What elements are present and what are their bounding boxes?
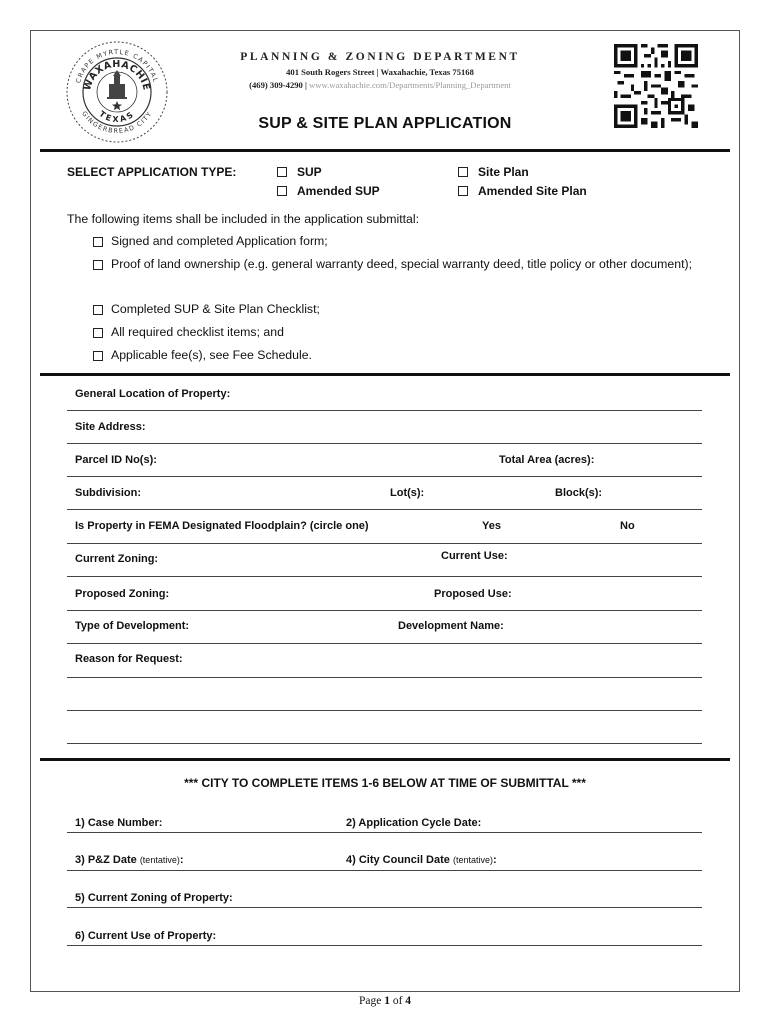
submittal-item[interactable] — [93, 325, 711, 343]
checkbox-sup[interactable] — [277, 167, 287, 177]
checkbox-amended-site-plan[interactable] — [458, 186, 468, 196]
city-current-zoning-field[interactable] — [67, 907, 702, 908]
option-amended-sup[interactable] — [277, 184, 380, 198]
checkbox-site-plan[interactable] — [458, 167, 468, 177]
current-zoning-label: Current Zoning: — [75, 553, 159, 565]
reason-field-line-2[interactable] — [67, 710, 702, 711]
page-total: 4 — [405, 995, 412, 1007]
option-amended-site-plan-label: Amended Site Plan — [478, 184, 587, 198]
svg-text:GINGERBREAD CITY: GINGERBREAD CITY — [80, 109, 154, 136]
form-title: SUP & SITE PLAN APPLICATION — [258, 115, 512, 132]
floodplain-question: Is Property in FEMA Designated Floodplain? (circle one) — [75, 520, 369, 532]
current-zoning-field[interactable] — [67, 576, 702, 577]
city-section-heading: *** CITY TO COMPLETE ITEMS 1-6 BELOW AT TIME OF SUBMITTAL *** — [184, 776, 586, 790]
city-current-zoning-label: 5) Current Zoning of Property: — [75, 892, 233, 904]
pz-date-text: 3) P&Z Date — [75, 854, 137, 866]
council-date-tentative: (tentative) — [452, 855, 493, 865]
parcel-area-field[interactable] — [67, 476, 702, 477]
item-text: Applicable fee(s), see Fee Schedule. — [111, 348, 312, 362]
parcel-id-label: Parcel ID No(s): — [75, 454, 157, 466]
section-divider — [40, 149, 730, 152]
item-checkbox[interactable] — [93, 305, 103, 315]
section-divider — [40, 758, 730, 761]
subdivision-label: Subdivision: — [75, 487, 141, 499]
svg-text:TEXAS: TEXAS — [97, 109, 137, 125]
item-checkbox[interactable] — [93, 237, 103, 247]
checkbox-amended-sup[interactable] — [277, 186, 287, 196]
subdivision-field[interactable] — [67, 509, 702, 510]
development-field[interactable] — [67, 643, 702, 644]
development-name-label: Development Name: — [398, 620, 504, 632]
floodplain-yes[interactable]: Yes — [482, 520, 501, 532]
general-location-label: General Location of Property: — [75, 388, 231, 400]
floodplain-field — [67, 543, 702, 544]
submittal-item[interactable] — [93, 234, 711, 252]
blocks-label: Block(s): — [555, 487, 603, 499]
council-date-label — [346, 854, 497, 866]
case-number-label: 1) Case Number: — [75, 817, 163, 829]
option-sup[interactable] — [277, 165, 322, 179]
svg-text:CRAPE MYRTLE CAPITAL: CRAPE MYRTLE CAPITAL — [74, 47, 160, 85]
council-date-text: 4) City Council Date — [346, 854, 450, 866]
site-address-field[interactable] — [67, 443, 702, 444]
option-sup-label: SUP — [297, 165, 322, 179]
page-word: Page — [358, 995, 382, 1007]
site-address-label: Site Address: — [75, 421, 146, 433]
reason-field-line-1[interactable] — [67, 677, 702, 678]
item-text: All required checklist items; and — [111, 325, 284, 339]
proposed-zoning-field[interactable] — [67, 610, 702, 611]
proposed-use-label: Proposed Use: — [434, 588, 512, 600]
total-area-label: Total Area (acres): — [499, 454, 595, 466]
submittal-intro: The following items shall be included in the application submittal: — [67, 212, 420, 226]
submittal-item[interactable] — [93, 348, 711, 366]
item-text: Completed SUP & Site Plan Checklist; — [111, 302, 320, 316]
council-date-colon: : — [493, 854, 497, 866]
reason-field-line-3[interactable] — [67, 743, 702, 744]
application-type-label: SELECT APPLICATION TYPE: — [67, 165, 237, 179]
city-seal-logo — [63, 38, 171, 146]
department-name: PLANNING & ZONING DEPARTMENT — [240, 51, 520, 63]
option-site-plan[interactable] — [458, 165, 529, 179]
floodplain-no[interactable]: No — [620, 520, 635, 532]
reason-label: Reason for Request: — [75, 653, 183, 665]
cycle-date-label: 2) Application Cycle Date: — [346, 817, 482, 829]
pz-date-label — [75, 854, 184, 866]
page-number — [0, 995, 770, 1007]
item-text: Proof of land ownership (e.g. general warranty deed, special warranty deed, title policy or other document); — [111, 257, 692, 271]
lots-label: Lot(s): — [390, 487, 425, 499]
option-amended-sup-label: Amended SUP — [297, 184, 380, 198]
pz-date-tentative: (tentative) — [139, 855, 180, 865]
option-amended-site-plan[interactable] — [458, 184, 587, 198]
city-current-use-field[interactable] — [67, 945, 702, 946]
item-checkbox[interactable] — [93, 351, 103, 361]
case-number-field[interactable] — [67, 832, 702, 833]
contact-line — [180, 80, 580, 90]
development-type-label: Type of Development: — [75, 620, 190, 632]
submittal-item[interactable] — [93, 302, 711, 320]
item-checkbox[interactable] — [93, 260, 103, 270]
page-current: 1 — [384, 995, 390, 1007]
department-phone: (469) 309-4290 | — [249, 80, 307, 90]
pz-council-field[interactable] — [67, 870, 702, 871]
submittal-item[interactable] — [93, 257, 711, 275]
of-word: of — [392, 995, 403, 1007]
city-current-use-label: 6) Current Use of Property: — [75, 930, 217, 942]
current-use-label: Current Use: — [441, 550, 508, 562]
pz-date-colon: : — [179, 854, 184, 866]
general-location-field[interactable] — [67, 410, 702, 411]
department-address: 401 South Rogers Street | Waxahachie, Texas 75168 — [286, 67, 474, 77]
qr-code — [614, 44, 698, 128]
department-website: www.waxahachie.com/Departments/Planning_Department — [309, 80, 511, 90]
svg-text:WAXAHACHIE: WAXAHACHIE — [82, 58, 152, 92]
proposed-zoning-label: Proposed Zoning: — [75, 588, 170, 600]
item-checkbox[interactable] — [93, 328, 103, 338]
item-text: Signed and completed Application form; — [111, 234, 328, 248]
section-divider — [40, 373, 730, 376]
option-site-plan-label: Site Plan — [478, 165, 529, 179]
